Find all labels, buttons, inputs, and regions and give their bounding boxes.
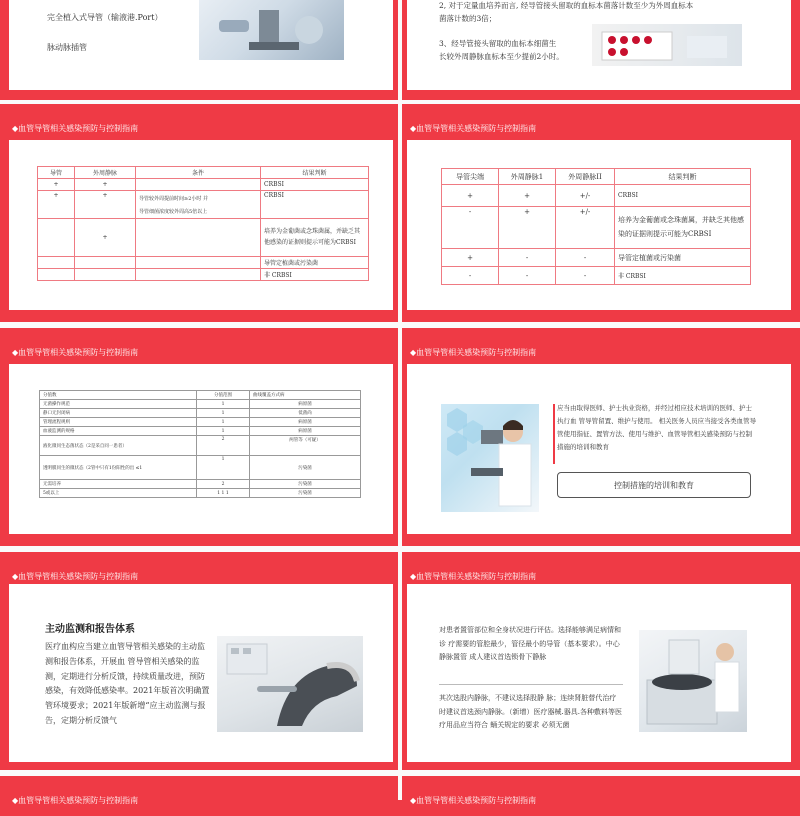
table-cell: - bbox=[556, 249, 615, 267]
table-row bbox=[40, 427, 361, 436]
slide-2[interactable] bbox=[402, 0, 796, 100]
table-cell: + bbox=[38, 179, 75, 191]
table-header: 结果判断 bbox=[615, 169, 751, 185]
table-row bbox=[38, 269, 369, 281]
slide-10-title: ◆血管导管相关感染预防与控制指南 bbox=[410, 795, 537, 805]
table-cell: 2 bbox=[197, 436, 250, 456]
slide-1-line-2: 脉动脉插管 bbox=[47, 43, 87, 52]
table-cell: 污染菌 bbox=[250, 456, 361, 480]
slide-5-title: ◆血管导管相关感染预防与控制指南 bbox=[12, 347, 139, 357]
table-header: 外周静脉 bbox=[75, 167, 136, 179]
slide-4-table bbox=[441, 168, 751, 285]
slide-4-title: ◆血管导管相关感染预防与控制指南 bbox=[410, 123, 537, 133]
table-cell: 透明膜同生的微状态（2管中只有1份阳性的出 ≤1 bbox=[40, 456, 197, 480]
table-cell bbox=[38, 257, 75, 269]
slide-5-content bbox=[9, 364, 393, 534]
slide-2-content bbox=[407, 0, 791, 90]
table-row bbox=[38, 191, 369, 219]
table-cell: 血液监测的规格 bbox=[40, 427, 197, 436]
slide-2-line-4: 长较外周静脉血标本至少提前2小时。 bbox=[439, 51, 564, 61]
table-cell: 1 bbox=[197, 409, 250, 418]
divider bbox=[439, 684, 623, 685]
table-cell: 病原菌 bbox=[250, 400, 361, 409]
table-cell: 污染菌 bbox=[250, 489, 361, 498]
table-cell: 管理流程规则 bbox=[40, 418, 197, 427]
table-header: 条件 bbox=[136, 167, 261, 179]
table-cell: - bbox=[442, 267, 499, 285]
table-cell bbox=[75, 269, 136, 281]
table-cell: 培养为金葡菌或念珠菌属，并缺乏其他感染的证据则提示可能为CRBSI bbox=[261, 219, 369, 257]
table-row bbox=[40, 409, 361, 418]
slide-2-line-1: 2, 对于定量血培养而言, 经导管接头留取的血标本菌落计数至少为外周血标本 bbox=[439, 1, 694, 10]
slide-6[interactable] bbox=[402, 328, 796, 546]
doctor-icon bbox=[441, 404, 539, 512]
slide-8-paragraph-1: 对患者置管部位和全身状况进行评估。选择能够满足病情和诊 疗需要的管腔最少，管径最小的导管（基本要求）。中心静脉置管 成人建议首选锁骨下静脉 bbox=[439, 626, 621, 662]
slide-3-table bbox=[37, 166, 369, 281]
slide-8[interactable] bbox=[402, 552, 796, 770]
table-header-row bbox=[40, 391, 361, 400]
slide-6-paragraph: 应当由取得医师、护士执业资格，并经过相应技术培训的医师、护士执行血 管导管留置、维护与使用。 相关医务人员应当接受各类血管导管使用指征、置管方法、使用与维护、血管导管相关感染预防与控制措施的培训和教育 bbox=[557, 404, 757, 451]
accent-line bbox=[553, 404, 555, 464]
table-cell: + bbox=[75, 219, 136, 257]
table-cell: 5或以上 bbox=[40, 489, 197, 498]
slide-2-line-2: 菌落计数的3倍； bbox=[439, 13, 497, 23]
table-cell: + bbox=[499, 207, 556, 249]
table-cell-line: 导管细菌浓度较外周高5倍以上 bbox=[139, 208, 208, 215]
table-row bbox=[40, 456, 361, 480]
slide-1[interactable] bbox=[4, 0, 398, 100]
slide-5-table bbox=[39, 390, 361, 498]
centrifuge-icon bbox=[639, 630, 747, 732]
table-cell bbox=[136, 257, 261, 269]
table-cell: 两管等（可疑） bbox=[250, 436, 361, 456]
dental-chair-photo bbox=[217, 636, 363, 732]
lab-equipment-photo bbox=[639, 630, 747, 732]
table-cell: 1 1 1 bbox=[197, 489, 250, 498]
slide-7-paragraph: 医疗血构应当建立血管导管相关感染的主动监测和报告体系，开展血 管导管相关感染的监测，定期进行分析反馈，持续质量改进，预防感染，有效降低感染率。2021年版首次明确置管环境要求；2021年版新增“应主动监测与报告，定期分析反馈气 bbox=[45, 642, 210, 725]
table-cell: 导管定植菌或污染菌 bbox=[615, 249, 751, 267]
slide-2-line-3: 3、经导管接头留取的血标本细菌生 bbox=[439, 39, 557, 48]
lab-photo bbox=[199, 0, 344, 60]
slide-1-content bbox=[9, 0, 393, 90]
table-cell: 1 bbox=[197, 427, 250, 436]
slide-7-title: ◆血管导管相关感染预防与控制指南 bbox=[12, 571, 139, 581]
table-cell: + bbox=[442, 249, 499, 267]
table-cell: CRBSI bbox=[261, 191, 369, 219]
table-cell: CRBSI bbox=[261, 179, 369, 191]
slide-5[interactable] bbox=[4, 328, 398, 546]
slide-4[interactable] bbox=[402, 104, 796, 322]
slide-8-title: ◆血管导管相关感染预防与控制指南 bbox=[410, 571, 537, 581]
slide-1-line-1: 完全植入式导管（输液港.Port） bbox=[47, 13, 163, 22]
table-header: 外周静脉1 bbox=[499, 169, 556, 185]
table-row bbox=[442, 207, 751, 249]
table-row bbox=[40, 480, 361, 489]
table-cell: 1 bbox=[197, 400, 250, 409]
table-cell: - bbox=[442, 207, 499, 249]
table-cell: + bbox=[442, 185, 499, 207]
table-cell: 非 CRBSI bbox=[261, 269, 369, 281]
slide-6-title: ◆血管导管相关感染预防与控制指南 bbox=[410, 347, 537, 357]
slide-7-content bbox=[9, 584, 393, 762]
table-cell: 低菌尚 bbox=[250, 409, 361, 418]
slide-7[interactable] bbox=[4, 552, 398, 770]
table-cell bbox=[38, 269, 75, 281]
table-cell bbox=[75, 257, 136, 269]
table-cell: 病原菌 bbox=[250, 427, 361, 436]
table-cell: 1 bbox=[197, 418, 250, 427]
table-cell: 导管定植菌或污染菌 bbox=[261, 257, 369, 269]
dental-chair-icon bbox=[217, 636, 363, 732]
table-cell: + bbox=[499, 185, 556, 207]
table-row bbox=[442, 249, 751, 267]
table-cell: 污染菌 bbox=[250, 480, 361, 489]
slide-3-content bbox=[9, 140, 393, 310]
column-gutter bbox=[398, 0, 402, 800]
row-gutter bbox=[0, 100, 800, 104]
microscope-icon bbox=[199, 0, 344, 60]
table-cell: 1 bbox=[197, 456, 250, 480]
table-row bbox=[38, 257, 369, 269]
table-header: 分值数 bbox=[40, 391, 197, 400]
table-header-row bbox=[38, 167, 369, 179]
table-row bbox=[442, 185, 751, 207]
table-row bbox=[40, 418, 361, 427]
table-cell: - bbox=[499, 267, 556, 285]
slide-8-content bbox=[407, 584, 791, 762]
slide-3-title: ◆血管导管相关感染预防与控制指南 bbox=[12, 123, 139, 133]
table-cell: 无菌操作规范 bbox=[40, 400, 197, 409]
table-cell: 培养为金葡菌或念珠菌属，并缺乏其他感染的证据则提示可能为CRBSI bbox=[615, 207, 751, 249]
table-cell: 静口无封闭病 bbox=[40, 409, 197, 418]
slide-9-title: ◆血管导管相关感染预防与控制指南 bbox=[12, 795, 139, 805]
table-cell: CRBSI bbox=[615, 185, 751, 207]
table-cell: - bbox=[556, 267, 615, 285]
slide-10[interactable] bbox=[402, 776, 796, 816]
table-cell: 病原菌 bbox=[250, 418, 361, 427]
table-cell bbox=[136, 191, 261, 219]
doctor-microscope-photo bbox=[441, 404, 539, 512]
slide-6-content bbox=[407, 364, 791, 534]
table-cell: + bbox=[38, 191, 75, 219]
table-cell bbox=[136, 179, 261, 191]
test-tubes-icon bbox=[592, 24, 742, 66]
table-header-row bbox=[442, 169, 751, 185]
table-row bbox=[40, 436, 361, 456]
table-cell: 2 bbox=[197, 480, 250, 489]
table-cell bbox=[136, 269, 261, 281]
table-cell: - bbox=[499, 249, 556, 267]
table-cell: 无需培养 bbox=[40, 480, 197, 489]
slide-4-content bbox=[407, 140, 791, 310]
table-cell: 液化微同生态菌状态（2是采自同一患者） bbox=[40, 436, 197, 456]
slide-3[interactable] bbox=[4, 104, 398, 322]
table-cell: +/- bbox=[556, 185, 615, 207]
table-header: 外周静脉II bbox=[556, 169, 615, 185]
table-row bbox=[38, 219, 369, 257]
training-button[interactable]: 控制措施的培训和教育 bbox=[557, 472, 751, 498]
table-header: 曲线覆盖方式病 bbox=[250, 391, 361, 400]
table-cell: 非 CRBSI bbox=[615, 267, 751, 285]
table-row bbox=[38, 179, 369, 191]
row-gutter bbox=[0, 546, 800, 552]
row-gutter bbox=[0, 322, 800, 328]
slide-7-heading: 主动监测和报告体系 bbox=[45, 624, 135, 635]
table-header: 结果判断 bbox=[261, 167, 369, 179]
table-cell-line: 导管较外周提前时间≥2小时 并 bbox=[139, 195, 208, 202]
table-cell: +/- bbox=[556, 207, 615, 249]
table-cell: + bbox=[75, 191, 136, 219]
table-cell bbox=[38, 219, 75, 257]
table-cell bbox=[136, 219, 261, 257]
table-row bbox=[442, 267, 751, 285]
slide-8-paragraph-2: 其次选股内静脉，不建议选择股静 脉；连续肾脏替代治疗时建议首选颈内静脉。（新增）医疗器械.器具.各种敷料等医疗用品应当符合 蛹关规定的要求 必须无菌 bbox=[439, 694, 622, 730]
table-header: 导管 bbox=[38, 167, 75, 179]
slide-9[interactable] bbox=[4, 776, 398, 816]
table-row bbox=[40, 489, 361, 498]
table-header: 导管尖端 bbox=[442, 169, 499, 185]
table-cell: + bbox=[75, 179, 136, 191]
blood-sample-photo bbox=[592, 24, 742, 66]
table-header: 分值范围 bbox=[197, 391, 250, 400]
table-row bbox=[40, 400, 361, 409]
row-gutter bbox=[0, 770, 800, 776]
